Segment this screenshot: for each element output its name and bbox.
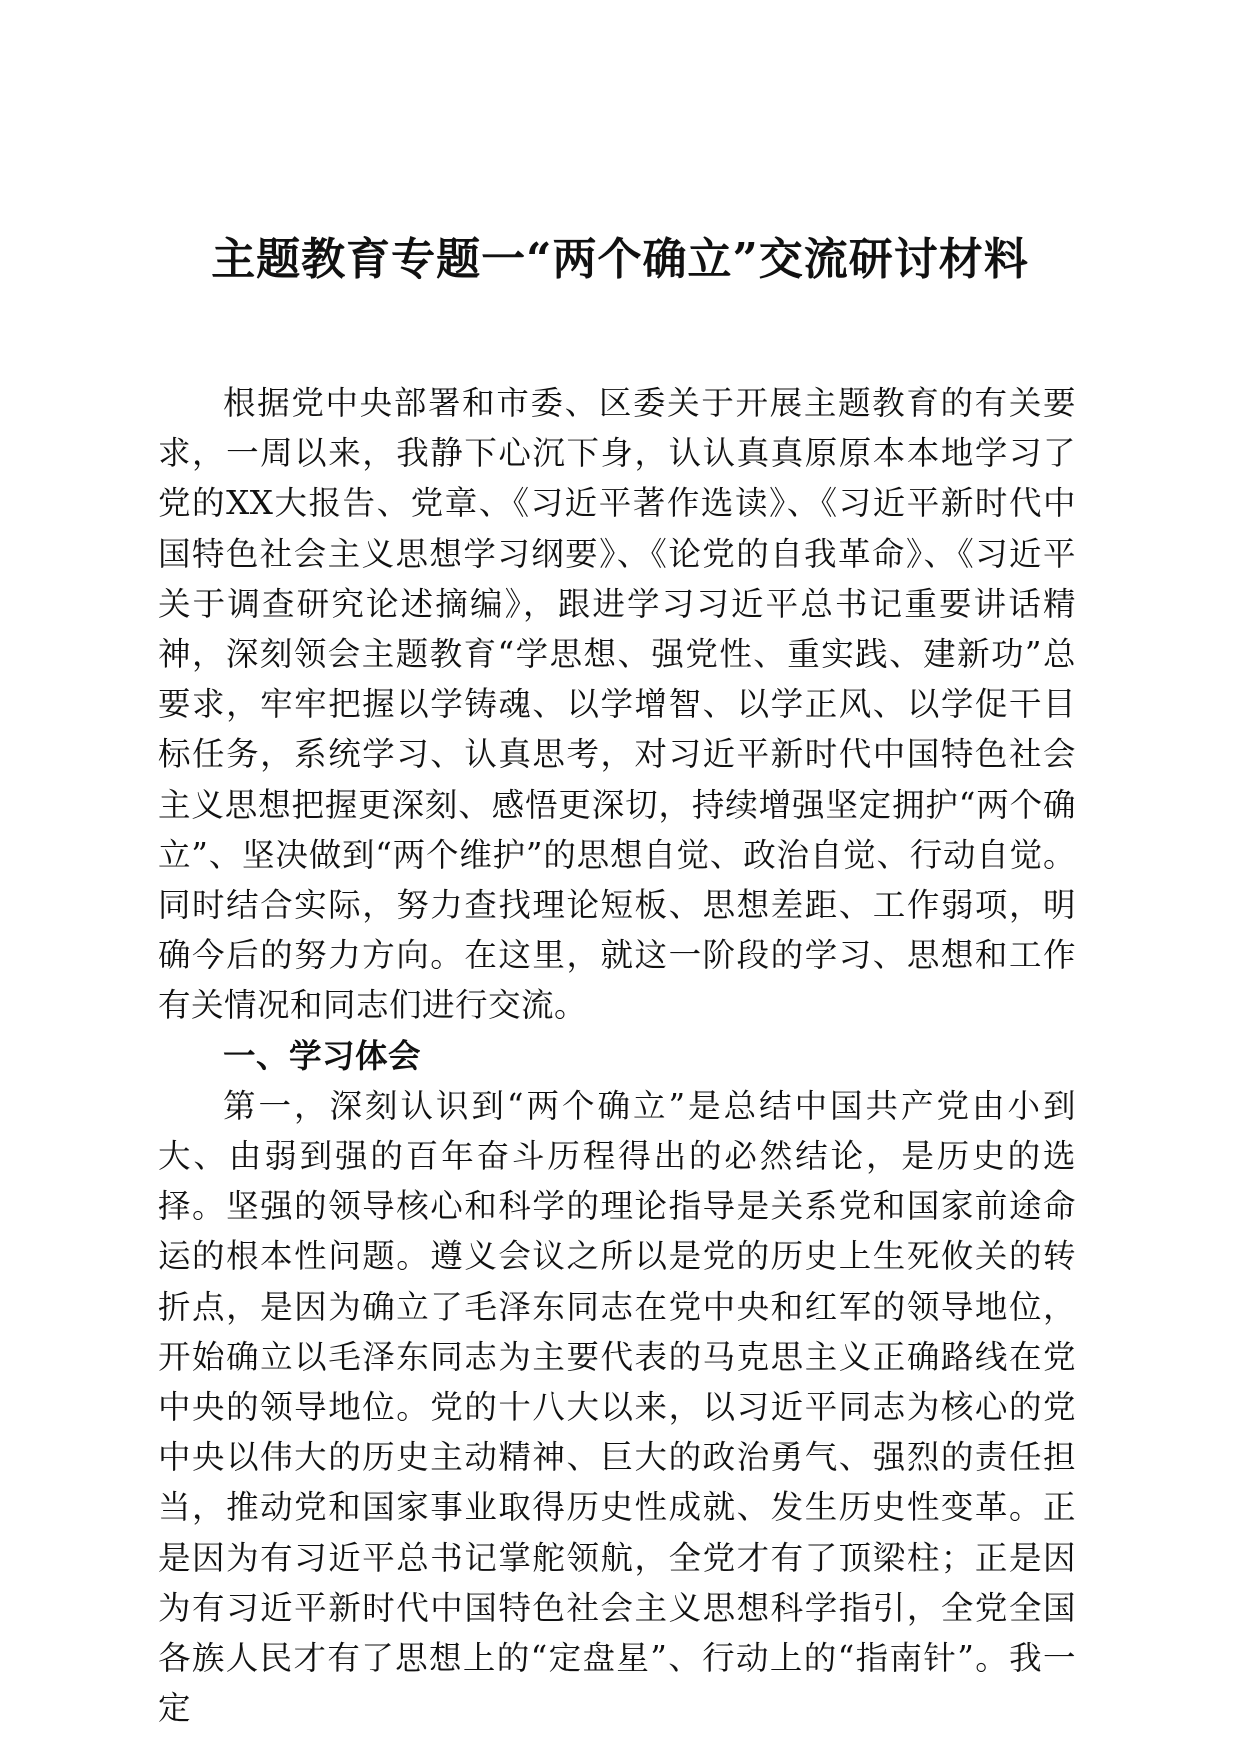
section-heading: 一、学习体会 (223, 1036, 422, 1075)
section-paragraph: 第一，深刻认识到“两个确立”是总结中国共产党由小到大、由弱到强的百年奋斗历程得出的必然结论，是历史的选择。坚强的领导核心和科学的理论指导是关系党和国家前途命运的根本性问题。遵义会议之所以是党的历史上生死攸关的转折点，是因为确立了毛泽东同志在党中央和红军的领导地位，开始确立以毛泽东同志为主要代表的马克思主义正确路线在党中央的领导地位。党的十八大以来，以习近平同志为核心的党中央以伟大的历史主动精神、巨大的政治勇气、强烈的责任担当，推动党和国家事业取得历史性成就、发生历史性变革。正是因为有习近平总书记掌舵领航，全党才有了顶梁柱；正是因为有习近平新时代中国特色社会主义思想科学指引，全党全国各族人民才有了思想上的“定盘星”、行动上的“指南针”。我一定 (158, 1086, 1076, 1728)
intro-paragraph: 根据党中央部署和市委、区委关于开展主题教育的有关要求，一周以来，我静下心沉下身，认认真真原原本本地学习了党的XX大报告、党章、《习近平著作选读》、《习近平新时代中国特色社会主义思想学习纲要》、《论党的自我革命》、《习近平关于调查研究论述摘编》，跟进学习习近平总书记重要讲话精神，深刻领会主题教育“学思想、强党性、重实践、建新功”总要求，牢牢把握以学铸魂、以学增智、以学正风、以学促干目标任务，系统学习、认真思考，对习近平新时代中国特色社会主义思想把握更深刻、感悟更深切，持续增强坚定拥护“两个确立”、坚决做到“两个维护”的思想自觉、政治自觉、行动自觉。同时结合实际，努力查找理论短板、思想差距、工作弱项，明确今后的努力方向。在这里，就这一阶段的学习、思想和工作有关情况和同志们进行交流。 (158, 384, 1076, 1025)
document-title: 主题教育专题一“两个确立”交流研讨材料 (211, 234, 1029, 285)
document-body (158, 378, 1076, 1733)
